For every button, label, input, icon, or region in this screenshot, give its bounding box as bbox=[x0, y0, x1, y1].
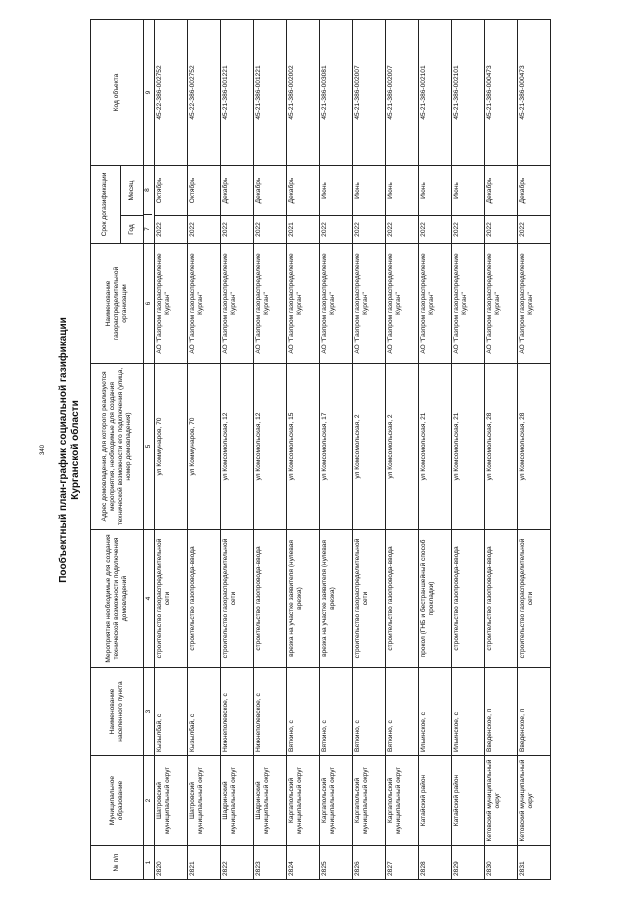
cell-code: 45-21-386-000473 bbox=[485, 20, 518, 166]
cell-month: Декабрь bbox=[254, 166, 287, 216]
cell-num: 2829 bbox=[452, 846, 485, 880]
cell-code: 45-21-386-002002 bbox=[287, 20, 320, 166]
cell-measures: строительство газопровода-ввода bbox=[485, 530, 518, 668]
header-num: № п/п bbox=[91, 846, 144, 880]
cell-address: ул Комсомольская, 15 bbox=[287, 364, 320, 530]
table-row bbox=[518, 20, 551, 880]
cell-year: 2022 bbox=[221, 216, 254, 244]
cell-month: Июнь bbox=[452, 166, 485, 216]
cell-measures: строительство газопровода-ввода bbox=[188, 530, 221, 668]
cell-address: ул Коммунаров, 70 bbox=[188, 364, 221, 530]
cell-year: 2022 bbox=[419, 216, 452, 244]
rotated-sheet bbox=[20, 20, 620, 880]
cell-month: Декабрь bbox=[518, 166, 551, 216]
cell-locality: Вяткино, с bbox=[320, 668, 353, 756]
cell-locality: Нижнеполевское, с bbox=[254, 668, 287, 756]
column-number-row bbox=[144, 20, 155, 880]
table-row bbox=[320, 20, 353, 880]
cell-locality: Введенское, п bbox=[518, 668, 551, 756]
cell-address: ул Комсомольская, 12 bbox=[221, 364, 254, 530]
cell-month: Октябрь bbox=[155, 166, 188, 216]
header-locality: Наименование населенного пункта bbox=[91, 668, 144, 756]
title-line-1: Пообъектный план-график социальной газификации bbox=[58, 317, 69, 583]
cell-code: 45-21-386-001221 bbox=[221, 20, 254, 166]
cell-org: АО "Газпром газораспределение Курган" bbox=[188, 244, 221, 364]
table-row bbox=[485, 20, 518, 880]
table-row bbox=[188, 20, 221, 880]
cell-org: АО "Газпром газораспределение Курган" bbox=[320, 244, 353, 364]
cell-locality: Ильинское, с bbox=[419, 668, 452, 756]
cell-year: 2022 bbox=[386, 216, 419, 244]
cell-municipality: Каргапольский муниципальный округ bbox=[386, 756, 419, 846]
table-row bbox=[287, 20, 320, 880]
cell-municipality: Катайский район bbox=[452, 756, 485, 846]
cell-num: 2823 bbox=[254, 846, 287, 880]
header-year: Год bbox=[120, 216, 143, 244]
cell-code: 45-21-386-002101 bbox=[452, 20, 485, 166]
column-number: 8 bbox=[144, 188, 151, 192]
header-measures: Мероприятия необходимые для создания технической возможности подключения домовладений bbox=[91, 530, 144, 668]
header-term: Срок догазификации bbox=[91, 166, 121, 244]
cell-org: АО "Газпром газораспределение Курган" bbox=[485, 244, 518, 364]
cell-municipality: Шадринский муниципальный округ bbox=[254, 756, 287, 846]
cell-address: ул Комсомольская, 2 bbox=[386, 364, 419, 530]
cell-locality: Ильинское, с bbox=[452, 668, 485, 756]
cell-year: 2022 bbox=[518, 216, 551, 244]
header-address: Адрес домовладения, для которого реализуются мероприятия, необходимые для создания технической возможности его подключения (улица, номер домовладения) bbox=[91, 364, 144, 530]
cell-num: 2830 bbox=[485, 846, 518, 880]
header-month: Месяц bbox=[120, 166, 143, 216]
cell-month: Июнь bbox=[419, 166, 452, 216]
column-number: 6 bbox=[144, 244, 155, 364]
cell-num: 2826 bbox=[353, 846, 386, 880]
header-row bbox=[91, 20, 121, 880]
column-number: 1 bbox=[144, 846, 155, 880]
table-row bbox=[155, 20, 188, 880]
table-row bbox=[221, 20, 254, 880]
cell-measures: строительство газораспределительной сети bbox=[221, 530, 254, 668]
cell-municipality: Катайский район bbox=[419, 756, 452, 846]
cell-locality: Вяткино, с bbox=[386, 668, 419, 756]
header-code: Код объекта bbox=[91, 20, 144, 166]
cell-year: 2022 bbox=[188, 216, 221, 244]
cell-num: 2822 bbox=[221, 846, 254, 880]
cell-locality: Вяткино, с bbox=[287, 668, 320, 756]
cell-municipality: Каргапольский муниципальный округ bbox=[320, 756, 353, 846]
column-number: 7 bbox=[144, 214, 152, 243]
document-title bbox=[58, 20, 82, 880]
column-number: 4 bbox=[144, 530, 155, 668]
cell-year: 2022 bbox=[320, 216, 353, 244]
cell-year: 2021 bbox=[287, 216, 320, 244]
cell-code: 45-22-386-002752 bbox=[155, 20, 188, 166]
cell-municipality: Шатровский муниципальный округ bbox=[188, 756, 221, 846]
cell-address: ул Комсомольская, 28 bbox=[518, 364, 551, 530]
cell-municipality: Шатровский муниципальный округ bbox=[155, 756, 188, 846]
cell-locality: Кызылбай, с bbox=[188, 668, 221, 756]
cell-num: 2821 bbox=[188, 846, 221, 880]
header-municipality: Муниципальное образование bbox=[91, 756, 144, 846]
cell-measures: прокол (ГНБ и бестраншейный способ прокладки) bbox=[419, 530, 452, 668]
cell-measures: строительство газопровода-ввода bbox=[386, 530, 419, 668]
cell-address: ул Комсомольская, 21 bbox=[419, 364, 452, 530]
plan-table bbox=[90, 19, 551, 880]
cell-locality: Вяткино, с bbox=[353, 668, 386, 756]
cell-municipality: Кетовский муниципальный округ bbox=[485, 756, 518, 846]
table-row bbox=[452, 20, 485, 880]
cell-month: Декабрь bbox=[485, 166, 518, 216]
cell-measures: врезка на участке заявителя (нулевая врезка) bbox=[320, 530, 353, 668]
cell-measures: строительство газораспределительной сети bbox=[155, 530, 188, 668]
cell-num: 2824 bbox=[287, 846, 320, 880]
cell-org: АО "Газпром газораспределение Курган" bbox=[221, 244, 254, 364]
cell-code: 45-21-386-001221 bbox=[254, 20, 287, 166]
cell-num: 2827 bbox=[386, 846, 419, 880]
cell-num: 2825 bbox=[320, 846, 353, 880]
cell-code: 45-21-386-000473 bbox=[518, 20, 551, 166]
cell-month: Июнь bbox=[386, 166, 419, 216]
cell-address: ул Комсомольская, 12 bbox=[254, 364, 287, 530]
cell-locality: Введенское, п bbox=[485, 668, 518, 756]
cell-measures: строительство газопровода-ввода bbox=[452, 530, 485, 668]
column-number: 2 bbox=[144, 756, 155, 846]
cell-code: 45-21-386-002101 bbox=[419, 20, 452, 166]
cell-municipality: Каргапольский муниципальный округ bbox=[287, 756, 320, 846]
cell-year: 2022 bbox=[485, 216, 518, 244]
cell-month: Октябрь bbox=[188, 166, 221, 216]
cell-org: АО "Газпром газораспределение Курган" bbox=[287, 244, 320, 364]
table-row bbox=[419, 20, 452, 880]
cell-municipality: Каргапольский муниципальный округ bbox=[353, 756, 386, 846]
cell-municipality: Кетовский муниципальный округ bbox=[518, 756, 551, 846]
column-number-pair bbox=[144, 166, 155, 244]
cell-org: АО "Газпром газораспределение Курган" bbox=[452, 244, 485, 364]
cell-year: 2022 bbox=[254, 216, 287, 244]
cell-address: ул Коммунаров, 70 bbox=[155, 364, 188, 530]
cell-month: Июнь bbox=[353, 166, 386, 216]
cell-address: ул Комсомольская, 28 bbox=[485, 364, 518, 530]
cell-org: АО "Газпром газораспределение Курган" bbox=[254, 244, 287, 364]
cell-year: 2022 bbox=[452, 216, 485, 244]
cell-locality: Нижнеполевское, с bbox=[221, 668, 254, 756]
cell-month: Декабрь bbox=[221, 166, 254, 216]
cell-num: 2828 bbox=[419, 846, 452, 880]
page-number: 340 bbox=[40, 445, 46, 456]
table-row bbox=[254, 20, 287, 880]
cell-month: Декабрь bbox=[287, 166, 320, 216]
cell-address: ул Комсомольская, 2 bbox=[353, 364, 386, 530]
cell-num: 2831 bbox=[518, 846, 551, 880]
cell-year: 2022 bbox=[353, 216, 386, 244]
cell-month: Июнь bbox=[320, 166, 353, 216]
cell-year: 2022 bbox=[155, 216, 188, 244]
title-line-2: Курганской области bbox=[70, 400, 81, 500]
cell-address: ул Комсомольская, 21 bbox=[452, 364, 485, 530]
cell-num: 2820 bbox=[155, 846, 188, 880]
cell-locality: Кызылбай, с bbox=[155, 668, 188, 756]
cell-org: АО "Газпром газораспределение Курган" bbox=[386, 244, 419, 364]
cell-measures: строительство газопровода-ввода bbox=[254, 530, 287, 668]
cell-measures: строительство газораспределительной сети bbox=[353, 530, 386, 668]
column-number: 3 bbox=[144, 668, 155, 756]
cell-code: 45-21-386-002007 bbox=[353, 20, 386, 166]
cell-org: АО "Газпром газораспределение Курган" bbox=[353, 244, 386, 364]
table-row bbox=[353, 20, 386, 880]
cell-address: ул Комсомольская, 17 bbox=[320, 364, 353, 530]
table-row bbox=[386, 20, 419, 880]
cell-measures: строительство газораспределительной сети bbox=[518, 530, 551, 668]
cell-measures: врезка на участке заявителя (нулевая врезка) bbox=[287, 530, 320, 668]
cell-org: АО "Газпром газораспределение Курган" bbox=[419, 244, 452, 364]
table-body bbox=[155, 20, 551, 880]
cell-org: АО "Газпром газораспределение Курган" bbox=[518, 244, 551, 364]
header-org: Наименование газораспределительной организации bbox=[91, 244, 144, 364]
cell-code: 45-22-386-002752 bbox=[188, 20, 221, 166]
cell-org: АО "Газпром газораспределение Курган" bbox=[155, 244, 188, 364]
column-number: 5 bbox=[144, 364, 155, 530]
cell-code: 45-21-386-002007 bbox=[386, 20, 419, 166]
cell-code: 45-21-386-003081 bbox=[320, 20, 353, 166]
column-number: 9 bbox=[144, 20, 155, 166]
cell-municipality: Шадринский муниципальный округ bbox=[221, 756, 254, 846]
